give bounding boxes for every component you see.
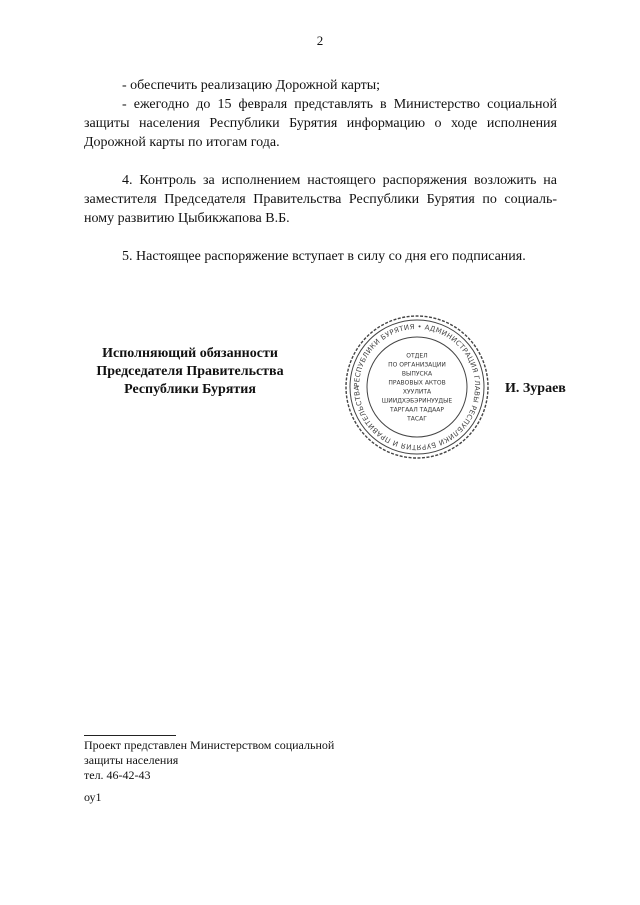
seal-center-line: ОТДЕЛ — [406, 352, 428, 360]
seal-center-line: ПРАВОВЫХ АКТОВ — [388, 379, 446, 387]
footer-phone: тел. 46-42-43 — [84, 768, 151, 782]
signatory-title — [70, 345, 310, 399]
signatory-title-line-2: Председателя Правительства — [96, 364, 284, 379]
paragraph-2: - ежегодно до 15 февраля представлять в Министерство социальной защиты населения Республики Бурятия информацию о ходе исполнения Дорожной карты по итогам года. — [84, 97, 557, 150]
footer-note — [84, 738, 334, 783]
seal-center-line: ТАСАГ — [407, 415, 427, 423]
footer-divider — [84, 735, 176, 736]
signatory-name: И. Зураев — [505, 381, 566, 396]
seal-center-line: ТАРГААЛ ТАДААР — [390, 406, 444, 414]
document-code: оу1 — [84, 790, 102, 804]
seal-center-line: ВЫПУСКА — [401, 370, 433, 378]
paragraph-1: - обеспечить реализацию Дорожной карты; — [122, 78, 381, 93]
official-seal-stamp — [343, 313, 491, 461]
paragraph-4: 5. Настоящее распоряжение вступает в силу со дня его подписания. — [122, 249, 526, 264]
footer-line-2: защиты населения — [84, 753, 179, 767]
svg-text:РЕСПУБЛИКИ БУРЯТИЯ • АДМИНИСТР: РЕСПУБЛИКИ БУРЯТИЯ • АДМИНИСТРАЦИЯ ГЛАВЫ РЕСПУБЛИКИ БУРЯТИЯ И ПРАВИТЕЛЬСТВА — [352, 322, 482, 452]
page-number: 2 — [316, 33, 324, 48]
document-body — [84, 76, 557, 266]
seal-center-line: ШИИДХЭБЭРИНУУДЫЕ — [381, 397, 453, 405]
footer-line-1: Проект представлен Министерством социальной — [84, 738, 335, 752]
signatory-title-line-1: Исполняющий обязанности — [102, 346, 278, 361]
seal-center-line: ХУУЛИТА — [402, 388, 432, 396]
seal-center-line: ПО ОРГАНИЗАЦИИ — [388, 361, 446, 369]
signatory-title-line-3: Республики Бурятия — [124, 382, 256, 397]
paragraph-3: 4. Контроль за исполнением настоящего распоряжения возложить на заместителя Председателя Правительства Республики Бурятия по социаль-ному развитию Цыбикжапова В.Б. — [84, 173, 557, 226]
